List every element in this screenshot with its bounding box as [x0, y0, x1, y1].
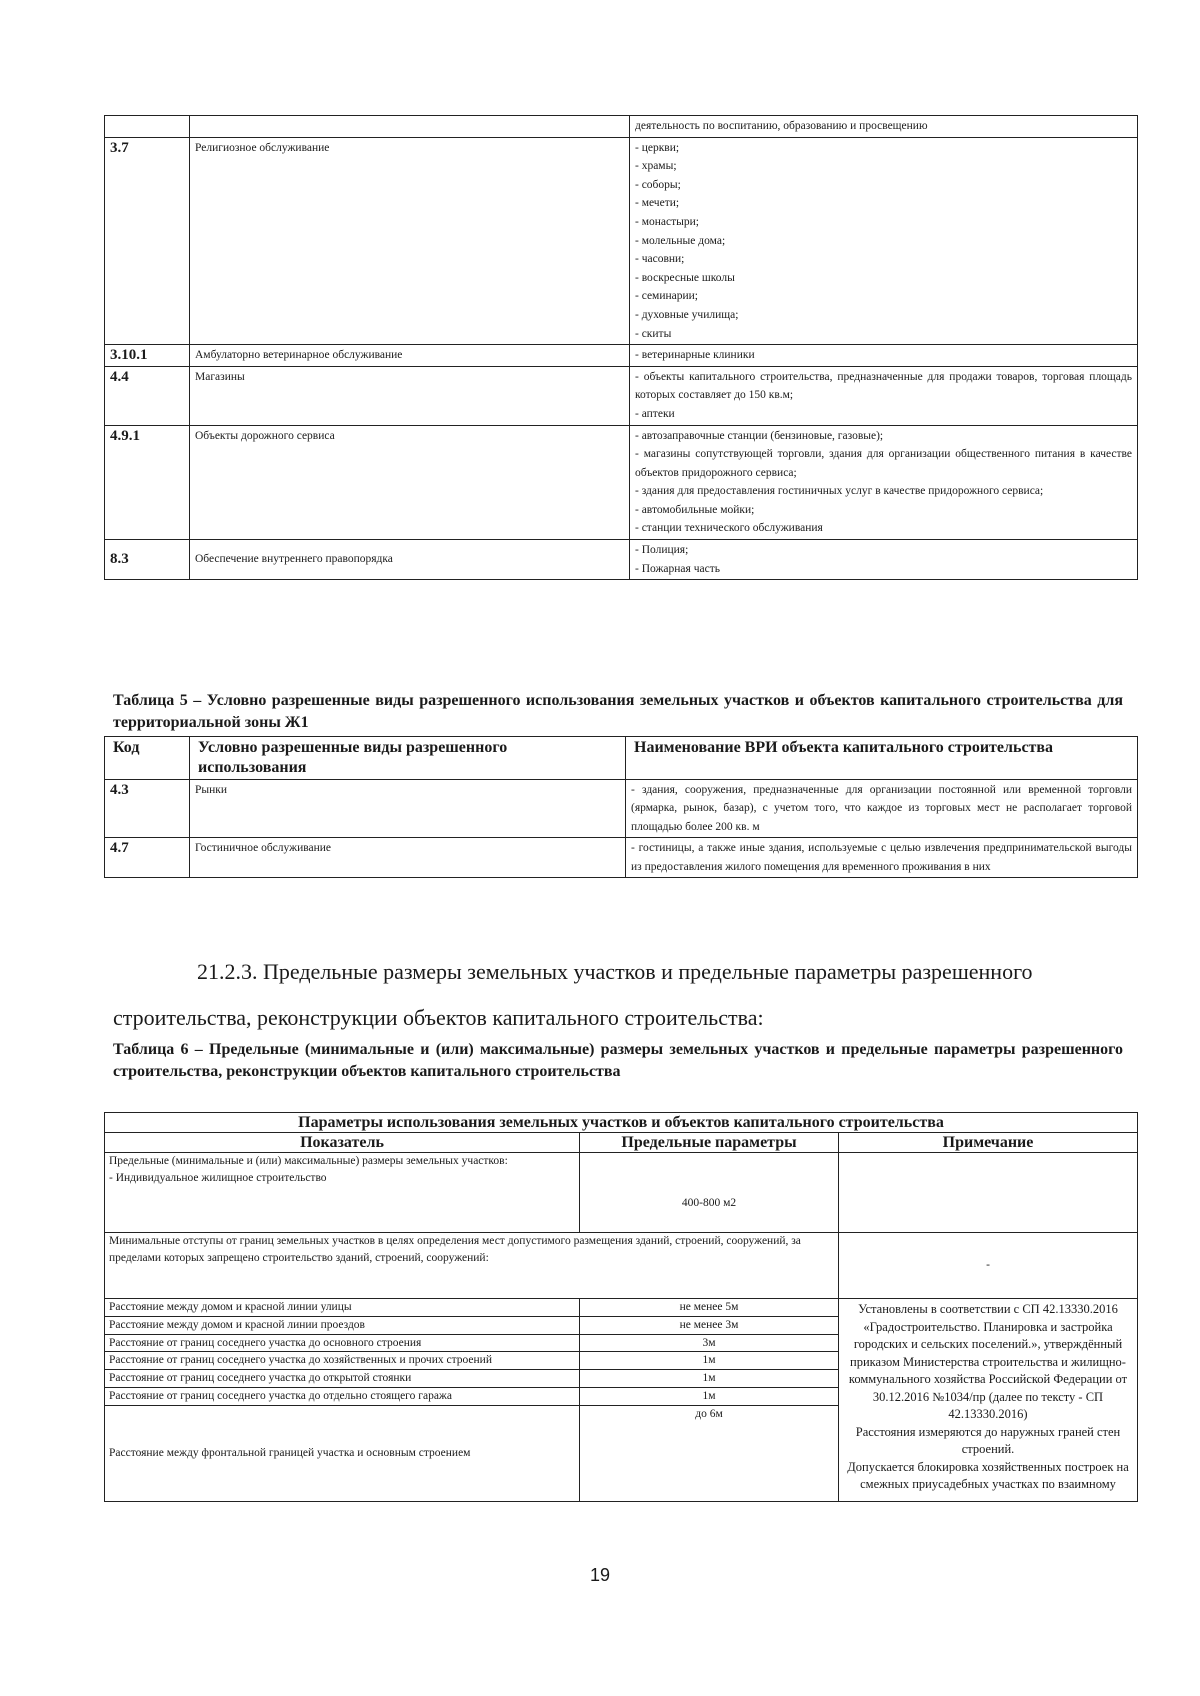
header-vri: Наименование ВРИ объекта капитального строительства	[626, 737, 1138, 780]
table-row	[105, 838, 1138, 878]
header-limits: Предельные параметры	[580, 1133, 839, 1153]
table-row	[105, 1233, 1138, 1299]
name-cell: Религиозное обслуживание	[190, 137, 630, 345]
carry-over-text: деятельность по воспитанию, образованию и просвещению	[630, 116, 1138, 138]
note-cell: Установлены в соответствии с СП 42.13330.2016 «Градостроительство. Планировка и застройка городских и сельских поселений.», утверждённый приказом Министерства строительства и жилищно-коммунального хозяйства Российской Федерации от 30.12.2016 №1034/пр (далее по тексту - СП 42.13330.2016) Расстояния измеряются до наружных граней стен строений. Допускается блокировка хозяйственных построек на смежных приусадебных участках по взаимному	[839, 1299, 1138, 1502]
indicator-cell: Расстояние от границ соседнего участка до основного строения	[105, 1334, 580, 1352]
code-cell: 4.7	[105, 838, 190, 878]
page-number: 19	[589, 1565, 611, 1585]
value-cell: 1м	[580, 1352, 839, 1370]
conditional-uses-table	[104, 736, 1138, 878]
header-indicator: Показатель	[105, 1133, 580, 1153]
desc-cell: - здания, сооружения, предназначенные для организации постоянной или временной торговли (ярмарка, рынок, базар), с учетом того, что каждое из торговых мест не располагает торговой площадью более 200 кв. м	[626, 780, 1138, 838]
table-row	[105, 780, 1138, 838]
items-cell: - автозаправочные станции (бензиновые, газовые); - магазины сопутствующей торговли, здания для организации общественного питания в качестве объектов придорожного сервиса; - здания для предоставления гостиничных услуг в качестве придорожного сервиса; - автомобильные мойки; - станции технического обслуживания	[630, 425, 1138, 540]
parameters-table	[104, 1112, 1138, 1502]
permitted-uses-table	[104, 115, 1138, 580]
section-heading-line2: строительства, реконструкции объектов капитального строительства:	[113, 1005, 764, 1030]
name-cell: Амбулаторно ветеринарное обслуживание	[190, 345, 630, 367]
name-cell: Объекты дорожного сервиса	[190, 425, 630, 540]
table-header-row	[105, 737, 1138, 780]
name-cell: Обеспечение внутреннего правопорядка	[190, 540, 630, 580]
code-cell: 3.7	[105, 137, 190, 345]
value-cell: 400-800 м2	[580, 1153, 839, 1233]
table6-caption: Таблица 6 – Предельные (минимальные и (или) максимальные) размеры земельных участков и предельные параметры разрешенного строительства, реконструкции объектов капитального строительства	[113, 1041, 1123, 1080]
table-row	[105, 366, 1138, 425]
indicator-cell: Расстояние от границ соседнего участка до отдельно стоящего гаража	[105, 1387, 580, 1405]
name-cell: Рынки	[190, 780, 626, 838]
value-cell: не менее 5м	[580, 1299, 839, 1317]
note-cell	[839, 1153, 1138, 1233]
header-code: Код	[105, 737, 190, 780]
code-cell: 8.3	[105, 540, 190, 580]
indicator-cell: Минимальные отступы от границ земельных участков в целях определения мест допустимого размещения зданий, строений, сооружений, за пределами которых запрещено строительство зданий, строений, сооружений:	[105, 1233, 839, 1299]
indicator-cell: Расстояние между фронтальной границей участка и основным строением	[105, 1405, 580, 1501]
table-row	[105, 540, 1138, 580]
table-row	[105, 116, 1138, 138]
value-cell: 1м	[580, 1387, 839, 1405]
name-cell: Гостиничное обслуживание	[190, 838, 626, 878]
table-row	[105, 1153, 1138, 1233]
value-cell: 3м	[580, 1334, 839, 1352]
section-heading-line1: 21.2.3. Предельные размеры земельных участков и предельные параметры разрешенного	[197, 959, 1033, 984]
code-cell: 3.10.1	[105, 345, 190, 367]
indicator-cell: Расстояние между домом и красной линии улицы	[105, 1299, 580, 1317]
table5-caption: Таблица 5 – Условно разрешенные виды разрешенного использования земельных участков и объектов капитального строительства для территориальной зоны Ж1	[113, 692, 1123, 731]
desc-cell: - гостиницы, а также иные здания, используемые с целью извлечения предпринимательской выгоды из предоставления жилого помещения для временного проживания в них	[626, 838, 1138, 878]
name-cell: Магазины	[190, 366, 630, 425]
value-cell: 1м	[580, 1370, 839, 1388]
code-cell: 4.3	[105, 780, 190, 838]
items-cell: - ветеринарные клиники	[630, 345, 1138, 367]
value-cell: до 6м	[580, 1405, 839, 1501]
table-row	[105, 137, 1138, 345]
table-title: Параметры использования земельных участков и объектов капитального строительства	[105, 1113, 1138, 1133]
table-header-row	[105, 1133, 1138, 1153]
code-cell: 4.4	[105, 366, 190, 425]
indicator-cell: Расстояние от границ соседнего участка до хозяйственных и прочих строений	[105, 1352, 580, 1370]
table-row	[105, 425, 1138, 540]
items-cell: - Полиция; - Пожарная часть	[630, 540, 1138, 580]
header-uses: Условно разрешенные виды разрешенного использования	[190, 737, 626, 780]
table-row	[105, 1299, 1138, 1317]
code-cell: 4.9.1	[105, 425, 190, 540]
note-cell: -	[839, 1233, 1138, 1299]
header-note: Примечание	[839, 1133, 1138, 1153]
value-cell: не менее 3м	[580, 1316, 839, 1334]
table-row	[105, 345, 1138, 367]
items-cell: - церкви; - храмы; - соборы; - мечети; - монастыри; - молельные дома; - часовни; - воскресные школы - семинарии; - духовные училища; - скиты	[630, 137, 1138, 345]
items-cell: - объекты капитального строительства, предназначенные для продажи товаров, торговая площадь которых составляет до 150 кв.м; - аптеки	[630, 366, 1138, 425]
indicator-cell: Предельные (минимальные и (или) максимальные) размеры земельных участков: - Индивидуальное жилищное строительство	[105, 1153, 580, 1233]
indicator-cell: Расстояние от границ соседнего участка до открытой стоянки	[105, 1370, 580, 1388]
indicator-cell: Расстояние между домом и красной линии проездов	[105, 1316, 580, 1334]
table-title-row	[105, 1113, 1138, 1133]
